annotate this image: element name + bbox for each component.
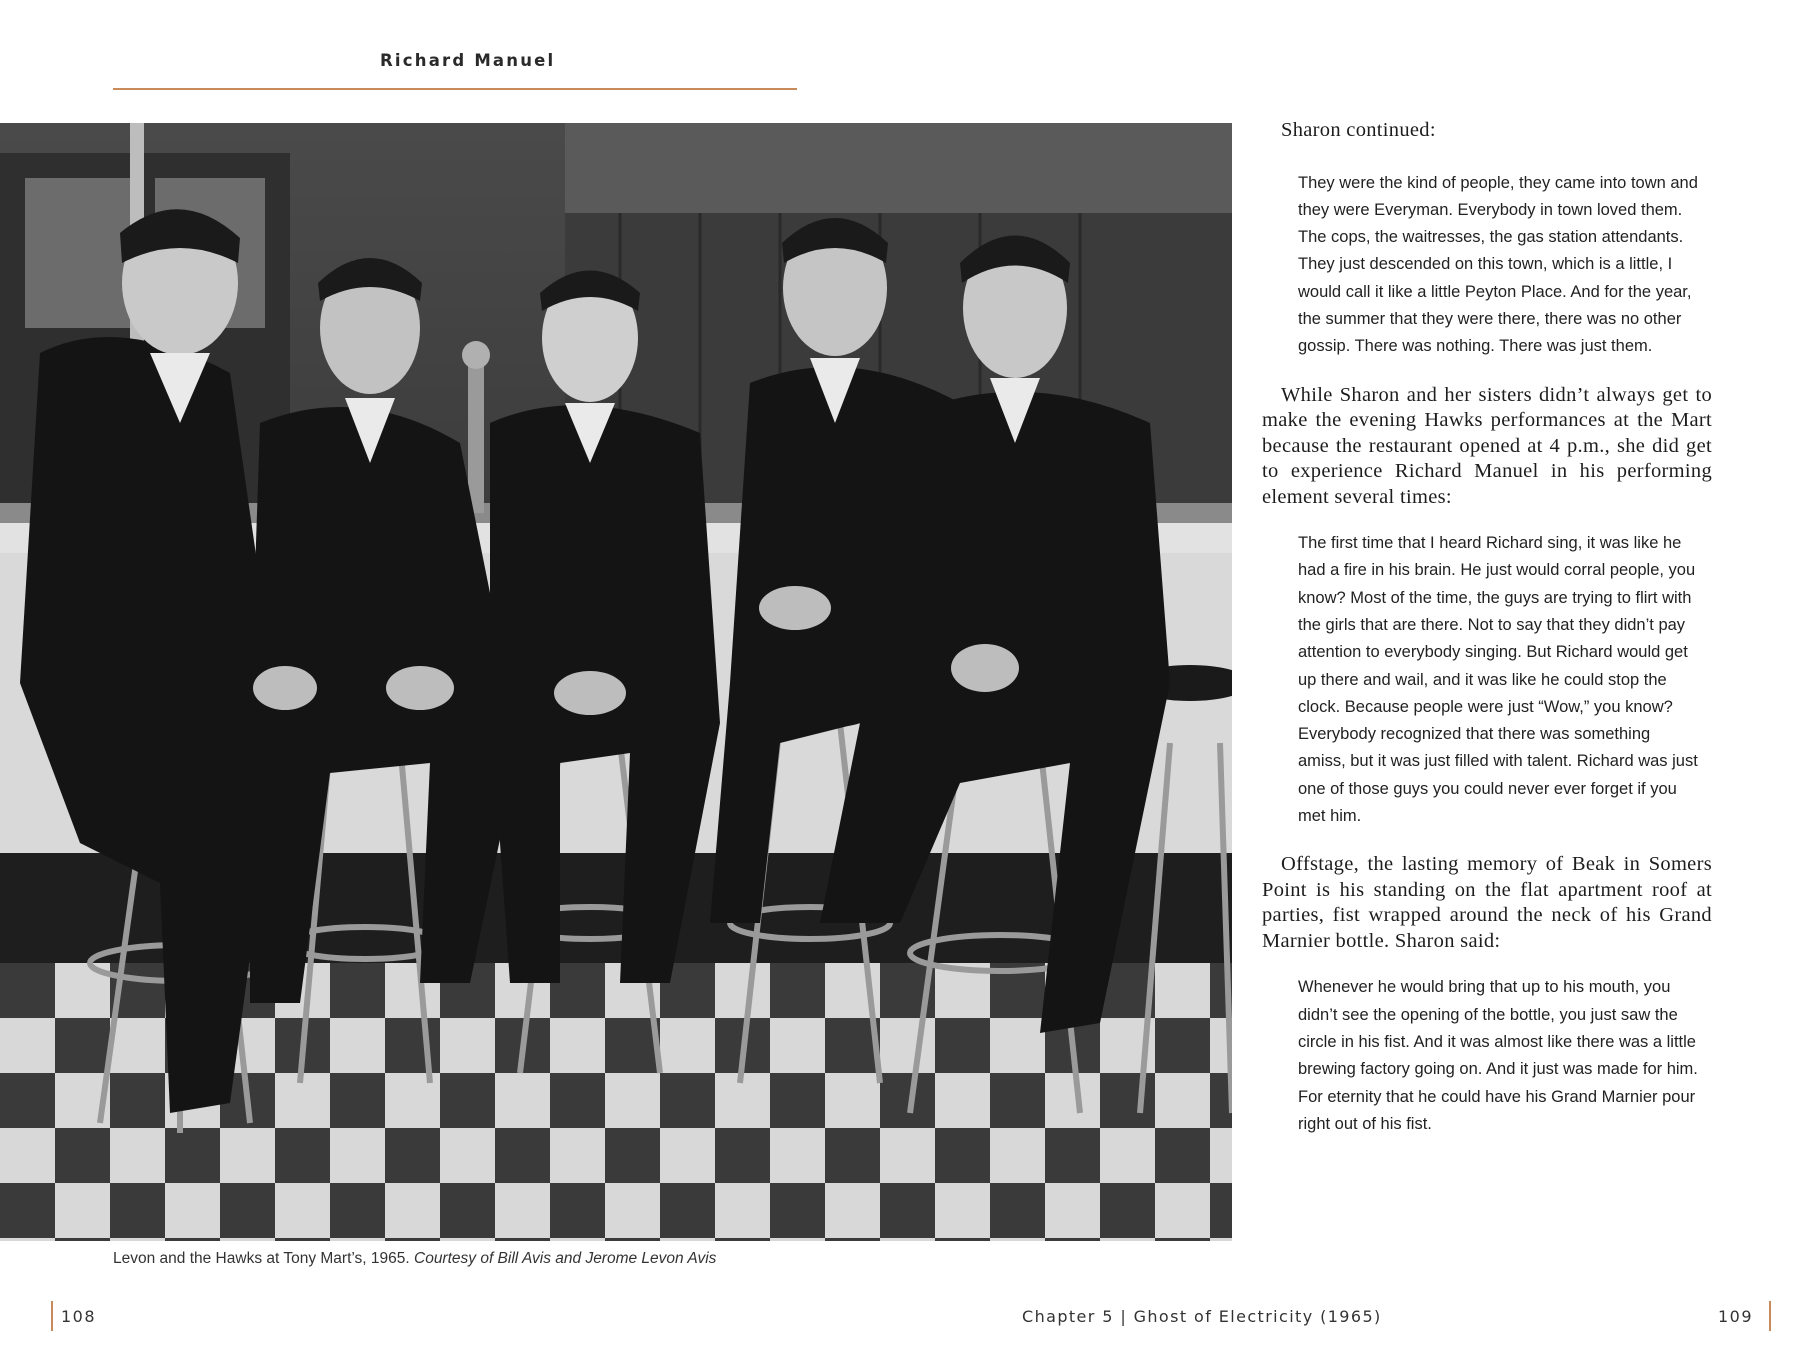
- paragraph-2: While Sharon and her sisters didn’t always get to make the evening Hawks performances at the Mart because the restaurant opened at 4 p.m., she did get to experience Richard Manuel in his performing element several times:: [1262, 383, 1712, 508]
- block-quote-1: They were the kind of people, they came into town and they were Everyman. Everybody in town loved them. The cops, the waitresses, the gas station attendants. They just descended on this town, which is a little, I would call it like a little Peyton Place. And for the year, the summer that they were there, there was no other gossip. There was nothing. There was just them.: [1298, 173, 1698, 356]
- folio-bar-left: [51, 1301, 53, 1331]
- running-head: Richard Manuel: [380, 51, 556, 70]
- page-number-right: 109: [1718, 1307, 1754, 1326]
- photo: [0, 123, 1232, 1241]
- block-quote-3: Whenever he would bring that up to his mouth, you didn’t see the opening of the bottle, you just saw the circle in his fist. And it was almost like there was a little brewing factory going on. And it just was made for him. For eternity that he could have his Grand Marnier pour right out of his fist.: [1298, 978, 1698, 1133]
- photo-caption: [113, 1250, 716, 1268]
- body-text-column: [1262, 118, 1712, 1160]
- folio-bar-right: [1769, 1301, 1771, 1331]
- paragraph-1: Sharon continued:: [1281, 119, 1436, 141]
- block-quote-2: The first time that I heard Richard sing, it was like he had a fire in his brain. He just would corral people, you know? Most of the time, the guys are trying to flirt with the girls that are there. Not to say that they didn’t pay attention to everybody singing. But Richard would get up there and wail, and it was like he could stop the clock. Because people were just “Wow,” you know? Everybody recognized that there was something amiss, but it was just filled with talent. Richard was just one of those guys you could never ever forget if you met him.: [1298, 534, 1698, 826]
- caption-credit: Courtesy of Bill Avis and Jerome Levon Avis: [414, 1250, 717, 1267]
- paragraph-3: Offstage, the lasting memory of Beak in Somers Point is his standing on the flat apartment roof at parties, fist wrapped around the neck of his Grand Marnier bottle. Sharon said:: [1262, 853, 1712, 952]
- caption-text: Levon and the Hawks at Tony Mart’s, 1965.: [113, 1250, 414, 1267]
- page-number-left: 108: [61, 1307, 97, 1326]
- header-rule: [113, 88, 797, 90]
- chapter-running-foot: Chapter 5 | Ghost of Electricity (1965): [1022, 1307, 1382, 1326]
